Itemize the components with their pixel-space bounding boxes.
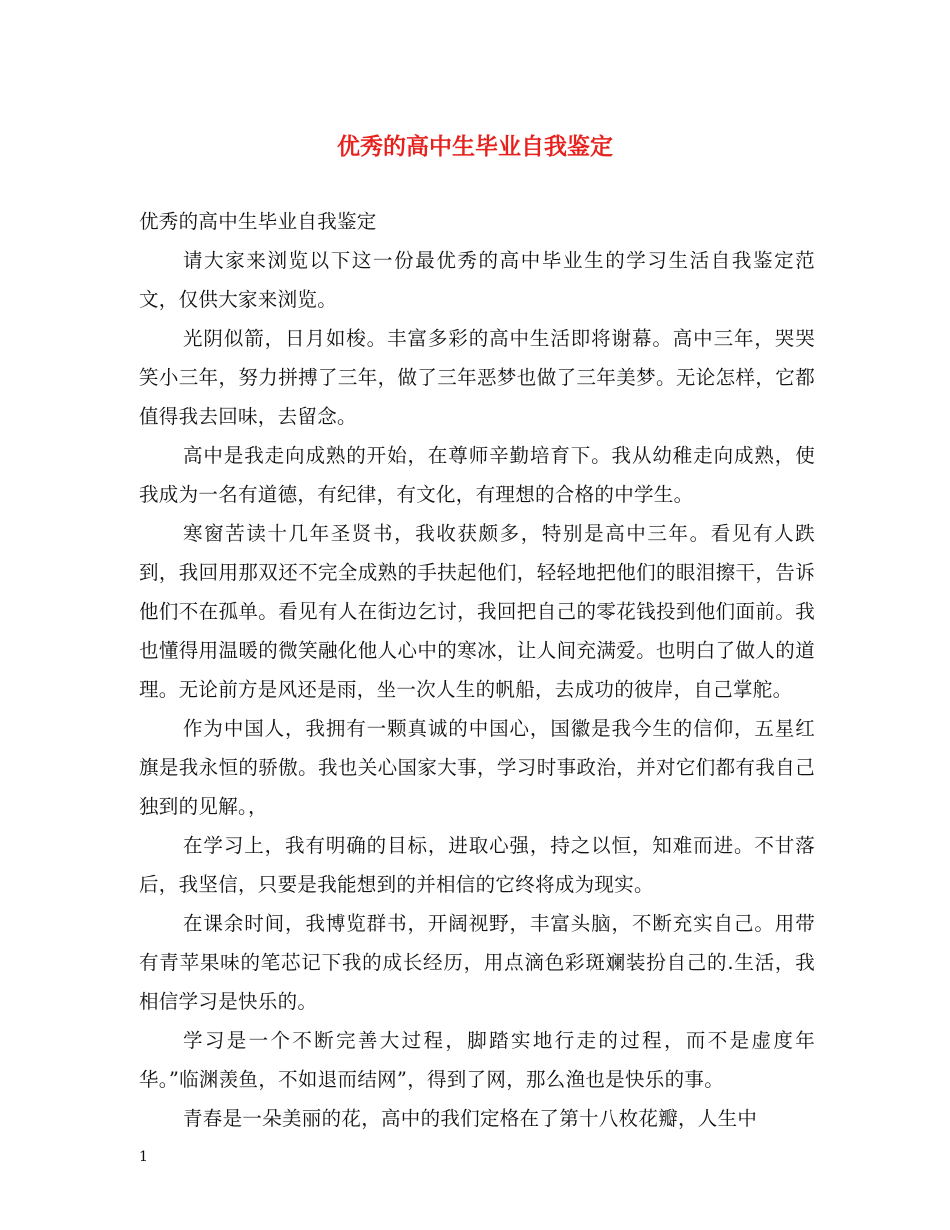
paragraph-9: 青春是一朵美丽的花，高中的我们定格在了第十八枚花瓣，人生中 <box>183 1107 758 1130</box>
paragraph-3: 高中是我走向成熟的开始，在尊师辛勤培育下。我从幼稚走向成熟，使我成为一名有道德，有纪律，有文化，有理想的合格的中学生。 <box>139 444 815 506</box>
document-title: 优秀的高中生毕业自我鉴定 <box>337 133 613 160</box>
page-number: 1 <box>139 1149 148 1165</box>
paragraph-6: 在学习上，我有明确的目标，进取心强，持之以恒，知难而进。不甘落后，我坚信，只要是我能想到的并相信的它终将成为现实。 <box>139 834 815 896</box>
paragraph-1: 请大家来浏览以下这一份最优秀的高中毕业生的学习生活自我鉴定范文，仅供大家来浏览。 <box>139 249 815 311</box>
paragraph-2: 光阴似箭，日月如梭。丰富多彩的高中生活即将谢幕。高中三年，哭哭笑小三年，努力拼搏了三年，做了三年恶梦也做了三年美梦。无论怎样，它都值得我去回味，去留念。 <box>139 327 815 428</box>
paragraph-7: 在课余时间，我博览群书，开阔视野，丰富头脑，不断充实自己。用带有青苹果味的笔芯记下我的成长经历，用点滴色彩斑斓装扮自己的.生活，我相信学习是快乐的。 <box>139 912 815 1013</box>
paragraph-5: 作为中国人，我拥有一颗真诚的中国心，国徽是我今生的信仰，五星红旗是我永恒的骄傲。我也关心国家大事，学习时事政治，并对它们都有我自己独到的见解。， <box>139 717 815 818</box>
paragraph-4: 寒窗苦读十几年圣贤书，我收获颇多，特别是高中三年。看见有人跌到，我回用那双还不完全成熟的手扶起他们，轻轻地把他们的眼泪擦干，告诉他们不在孤单。看见有人在街边乞讨，我回把自己的零花钱投到他们面前。我也懂得用温暖的微笑融化他人心中的寒冰，让人间充满爱。也明白了做人的道理。无论前方是风还是雨，坐一次人生的帆船，去成功的彼岸，自己掌舵。 <box>139 522 815 701</box>
document-body <box>139 202 815 1138</box>
paragraph-8: 学习是一个不断完善大过程，脚踏实地行走的过程，而不是虚度年华。”临渊羡鱼，不如退而结网”，得到了网，那么渔也是快乐的事。 <box>139 1029 815 1091</box>
document-subtitle: 优秀的高中生毕业自我鉴定 <box>139 210 377 233</box>
